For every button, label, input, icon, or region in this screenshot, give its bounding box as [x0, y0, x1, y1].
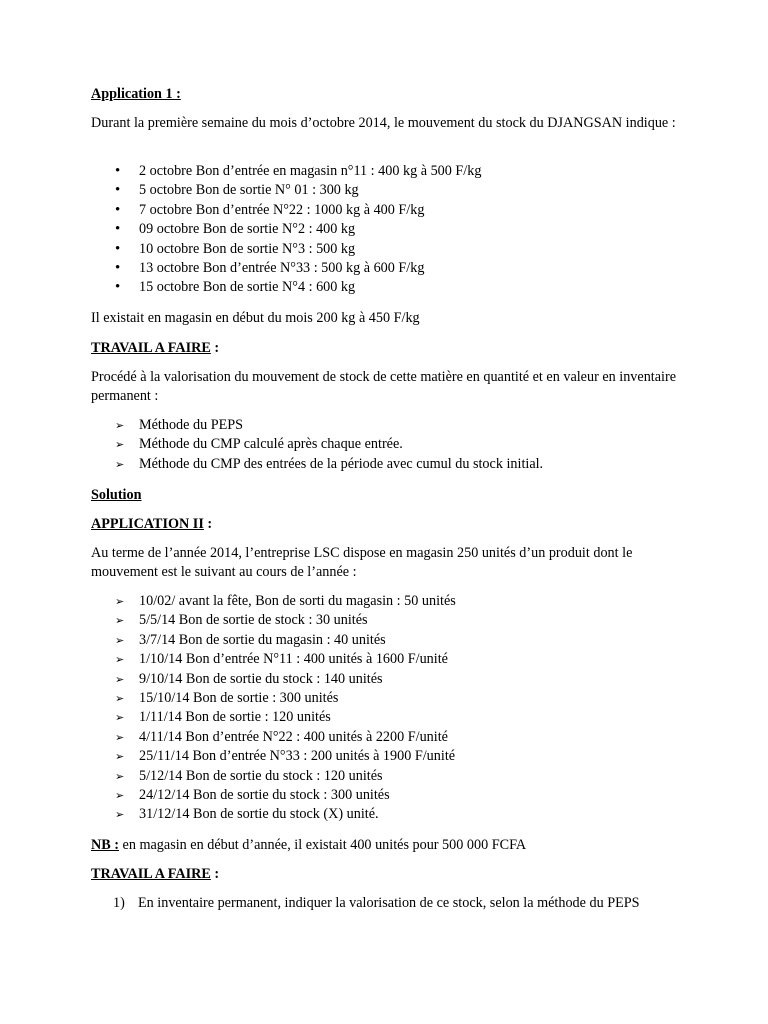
bullet-icon: • — [115, 279, 121, 296]
list-item-text: 3/7/14 Bon de sortie du magasin : 40 unités — [139, 631, 386, 648]
application-2-movements-list — [91, 592, 691, 825]
arrow-bullet-icon: ➢ — [115, 653, 125, 667]
bullet-icon: • — [115, 221, 121, 238]
arrow-bullet-icon: ➢ — [115, 750, 125, 764]
list-item-text: 31/12/14 Bon de sortie du stock (X) unité. — [139, 806, 379, 823]
list-item-text: 15 octobre Bon de sortie N°4 : 600 kg — [139, 279, 356, 296]
list-item — [91, 689, 691, 708]
question-text: En inventaire permanent, indiquer la valorisation de ce stock, selon la méthode du PEPS — [138, 895, 640, 911]
task-label: TRAVAIL A FAIRE — [91, 866, 211, 882]
bullet-icon: • — [115, 240, 121, 257]
list-item — [91, 728, 691, 747]
list-item-text: 24/12/14 Bon de sortie du stock : 300 unités — [139, 787, 390, 804]
application-2-questions — [91, 894, 691, 913]
list-item-text: 13 octobre Bon d’entrée N°33 : 500 kg à 600 F/kg — [139, 260, 425, 277]
application-1-task-heading — [91, 339, 691, 358]
application-2-title-colon: : — [203, 516, 213, 532]
application-1-intro: Durant la première semaine du mois d’octobre 2014, le mouvement du stock du DJANGSAN indique : — [91, 115, 676, 131]
list-item — [91, 650, 691, 669]
list-item-text: 25/11/14 Bon d’entrée N°33 : 200 unités à 1900 F/unité — [139, 748, 456, 765]
application-2-task-heading — [91, 865, 691, 884]
arrow-bullet-icon: ➢ — [115, 633, 125, 647]
arrow-bullet-icon: ➢ — [115, 730, 125, 744]
application-1-movements-list — [91, 162, 691, 298]
list-item-text: 9/10/14 Bon de sortie du stock : 140 unités — [139, 670, 383, 687]
list-item — [91, 805, 691, 824]
list-item — [91, 416, 691, 435]
list-item — [91, 786, 691, 805]
list-item — [91, 278, 691, 297]
arrow-bullet-icon: ➢ — [115, 438, 125, 452]
arrow-bullet-icon: ➢ — [115, 711, 125, 725]
list-item — [91, 631, 691, 650]
question-item — [91, 894, 691, 913]
list-item-text: 10 octobre Bon de sortie N°3 : 500 kg — [139, 240, 356, 257]
list-item-text: 5/5/14 Bon de sortie de stock : 30 unités — [139, 612, 368, 629]
arrow-bullet-icon: ➢ — [115, 419, 125, 432]
list-item-text: 2 octobre Bon d’entrée en magasin n°11 : 400 kg à 500 F/kg — [139, 163, 482, 179]
nb-label: NB : — [91, 837, 119, 853]
list-item-text: Méthode du CMP calculé après chaque entrée. — [139, 436, 403, 453]
list-item-text: 15/10/14 Bon de sortie : 300 unités — [139, 690, 339, 707]
list-item — [91, 670, 691, 689]
application-2-title — [91, 515, 691, 534]
list-item — [91, 240, 691, 259]
bullet-icon: • — [115, 260, 121, 277]
list-item — [91, 708, 691, 727]
application-2-title-label: APPLICATION II — [91, 516, 204, 532]
list-item — [91, 611, 691, 630]
nb-text: en magasin en début d’année, il existait 400 unités pour 500 000 FCFA — [118, 837, 527, 853]
application-1-task-text: Procédé à la valorisation du mouvement de stock de cette matière en quantité et en valeur en inventaire permanent : — [91, 369, 676, 405]
list-item — [91, 435, 691, 454]
list-item — [91, 592, 691, 611]
list-item — [91, 162, 691, 181]
list-item — [91, 181, 691, 200]
arrow-bullet-icon: ➢ — [115, 692, 125, 706]
bullet-icon: • — [115, 201, 121, 218]
arrow-bullet-icon: ➢ — [115, 614, 125, 628]
application-2-intro: Au terme de l’année 2014, l’entreprise LSC dispose en magasin 250 unités d’un produit dont le mouvement est le suivant au cours de l’année : — [91, 545, 633, 581]
arrow-bullet-icon: ➢ — [115, 595, 125, 608]
task-colon: : — [210, 866, 220, 882]
list-item — [91, 455, 691, 474]
application-1-methods-list — [91, 416, 691, 474]
list-item-text: 4/11/14 Bon d’entrée N°22 : 400 unités à 2200 F/unité — [139, 728, 448, 745]
list-item — [91, 220, 691, 239]
list-item-text: Méthode du CMP des entrées de la période avec cumul du stock initial. — [139, 455, 544, 472]
list-item-text: 5/12/14 Bon de sortie du stock : 120 unités — [139, 767, 383, 784]
list-item-text: 1/10/14 Bon d’entrée N°11 : 400 unités à 1600 F/unité — [139, 651, 448, 668]
task-label: TRAVAIL A FAIRE — [91, 340, 211, 356]
arrow-bullet-icon: ➢ — [115, 769, 125, 783]
application-1-initial-stock: Il existait en magasin en début du mois 200 kg à 450 F/kg — [91, 310, 420, 326]
application-2-nb — [91, 836, 691, 855]
list-item-text: 1/11/14 Bon de sortie : 120 unités — [139, 709, 331, 726]
solution-heading: Solution — [91, 487, 142, 503]
task-colon: : — [210, 340, 220, 356]
list-item — [91, 747, 691, 766]
bullet-icon: • — [115, 163, 121, 179]
list-item-text: 09 octobre Bon de sortie N°2 : 400 kg — [139, 221, 356, 238]
list-item-text: 5 octobre Bon de sortie N° 01 : 300 kg — [139, 182, 359, 199]
arrow-bullet-icon: ➢ — [115, 808, 125, 822]
arrow-bullet-icon: ➢ — [115, 789, 125, 803]
list-item-text: 10/02/ avant la fête, Bon de sorti du magasin : 50 unités — [139, 593, 456, 609]
bullet-icon: • — [115, 182, 121, 199]
arrow-bullet-icon: ➢ — [115, 457, 125, 471]
arrow-bullet-icon: ➢ — [115, 672, 125, 686]
list-item-text: Méthode du PEPS — [139, 417, 244, 433]
application-1-title: Application 1 : — [91, 86, 181, 102]
list-item — [91, 259, 691, 278]
question-number: 1) — [113, 895, 125, 911]
list-item — [91, 201, 691, 220]
list-item-text: 7 octobre Bon d’entrée N°22 : 1000 kg à 400 F/kg — [139, 201, 425, 218]
list-item — [91, 767, 691, 786]
